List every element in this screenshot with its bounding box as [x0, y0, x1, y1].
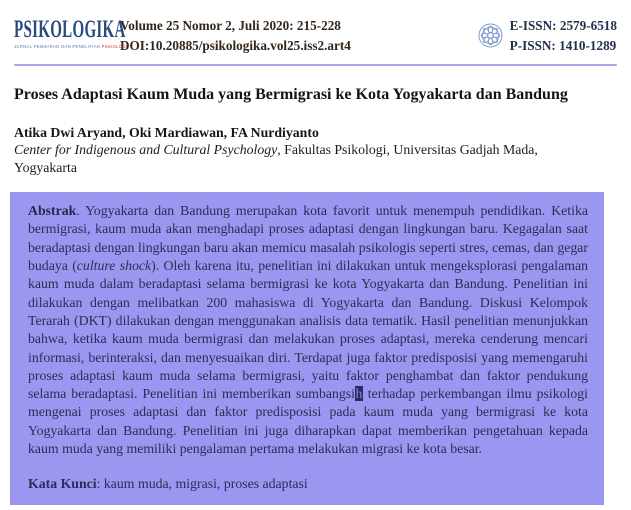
abstract-label: Abstrak	[28, 203, 77, 219]
e-issn: E-ISSN: 2579-6518	[509, 18, 617, 33]
abstract-selection-block	[10, 192, 604, 505]
abstract-text-2: ). Oleh karena itu, penelitian ini dilakukan untuk mengeksplorasi pengalaman kaum muda dalam beradaptasi selama bermigrasi ke kota Yogyakarta dan Bandung. Penelitian ini dilakukan dengan melibatkan 200 mahasiswa di Yogyakarta dan Bandung. Diskusi Kelompok Terarah (DKT) dilakukan dengan menggunakan analisis data tematik. Hasil penelitian menunjukkan bahwa, ketika kaum muda bermigrasi dan melakukan proses adaptasi, mereka cenderung mencari informasi, berinteraksi, dan menyesuaikan diri. Terdapat juga faktor predisposisi yang memengaruhi proses adaptasi kaum muda selama bermigrasi, yaitu faktor penghambat dan faktor pendukung selama beradaptasi. Penelitian ini memberikan sumbangsi	[28, 258, 588, 402]
header-divider	[14, 64, 617, 67]
journal-tagline	[14, 44, 128, 49]
article-title: Proses Adaptasi Kaum Muda yang Bermigrasi ke Kota Yogyakarta dan Bandung	[14, 86, 568, 104]
affiliation-institution: , Fakultas Psikologi, Universitas Gadjah Mada, Yogyakarta	[14, 142, 538, 176]
text-cursor-highlight[interactable]: h	[355, 386, 363, 402]
university-rosette-emblem-icon	[478, 23, 503, 48]
journal-logo-wordmark: PSIKOLOGIKA	[14, 16, 126, 43]
issn-block	[478, 15, 617, 56]
p-issn: P-ISSN: 1410-1289	[509, 37, 617, 53]
issn-lines	[510, 16, 617, 56]
doi-line: DOI:10.20885/psikologika.vol25.iss2.art4	[120, 37, 351, 53]
author-names: Atika Dwi Aryand, Oki Mardiawan, FA Nurdiyanto	[14, 125, 319, 141]
tagline-accent: PSIKOLOGI	[101, 44, 128, 49]
keywords-values: : kaum muda, migrasi, proses adaptasi	[96, 476, 308, 492]
keywords-label: Kata Kunci	[28, 476, 97, 492]
keywords-line	[28, 475, 588, 493]
journal-header	[14, 15, 617, 56]
abstract-text-1: . Yogyakarta dan Bandung merupakan kota favorit untuk menempuh pendidikan. Ketika bermigrasi, kaum muda akan menghadapi proses adaptasi dengan lingkungan baru. Kegagalan saat beradaptasi dengan lingkungan baru akan memicu masalah psikologis seperti stres, cemas, dan gegar budaya (	[28, 203, 588, 274]
abstract-paragraph	[28, 202, 588, 458]
affiliation-center-name: Center for Indigenous and Cultural Psychology	[14, 142, 278, 158]
journal-logo	[14, 15, 128, 49]
volume-line: Volume 25 Nomor 2, Juli 2020: 215-228	[120, 18, 341, 33]
abstract-text-3: terhadap perkembangan ilmu psikologi mengenai proses adaptasi dan faktor predisposisi pada kaum muda yang bermigrasi ke kota Yogyakarta dan Bandung. Penelitian ini juga diharapkan dapat memberikan pengetahuan kepada kaum muda yang memiliki pengalaman pertama melakukan migrasi ke kota besar.	[28, 386, 588, 456]
issue-info	[120, 15, 351, 56]
abstract-italic-phrase: culture shock	[76, 258, 152, 274]
tagline-main: JURNAL PEMIKIRAN DAN PENELITIAN	[14, 44, 101, 49]
author-affiliation	[14, 141, 582, 177]
